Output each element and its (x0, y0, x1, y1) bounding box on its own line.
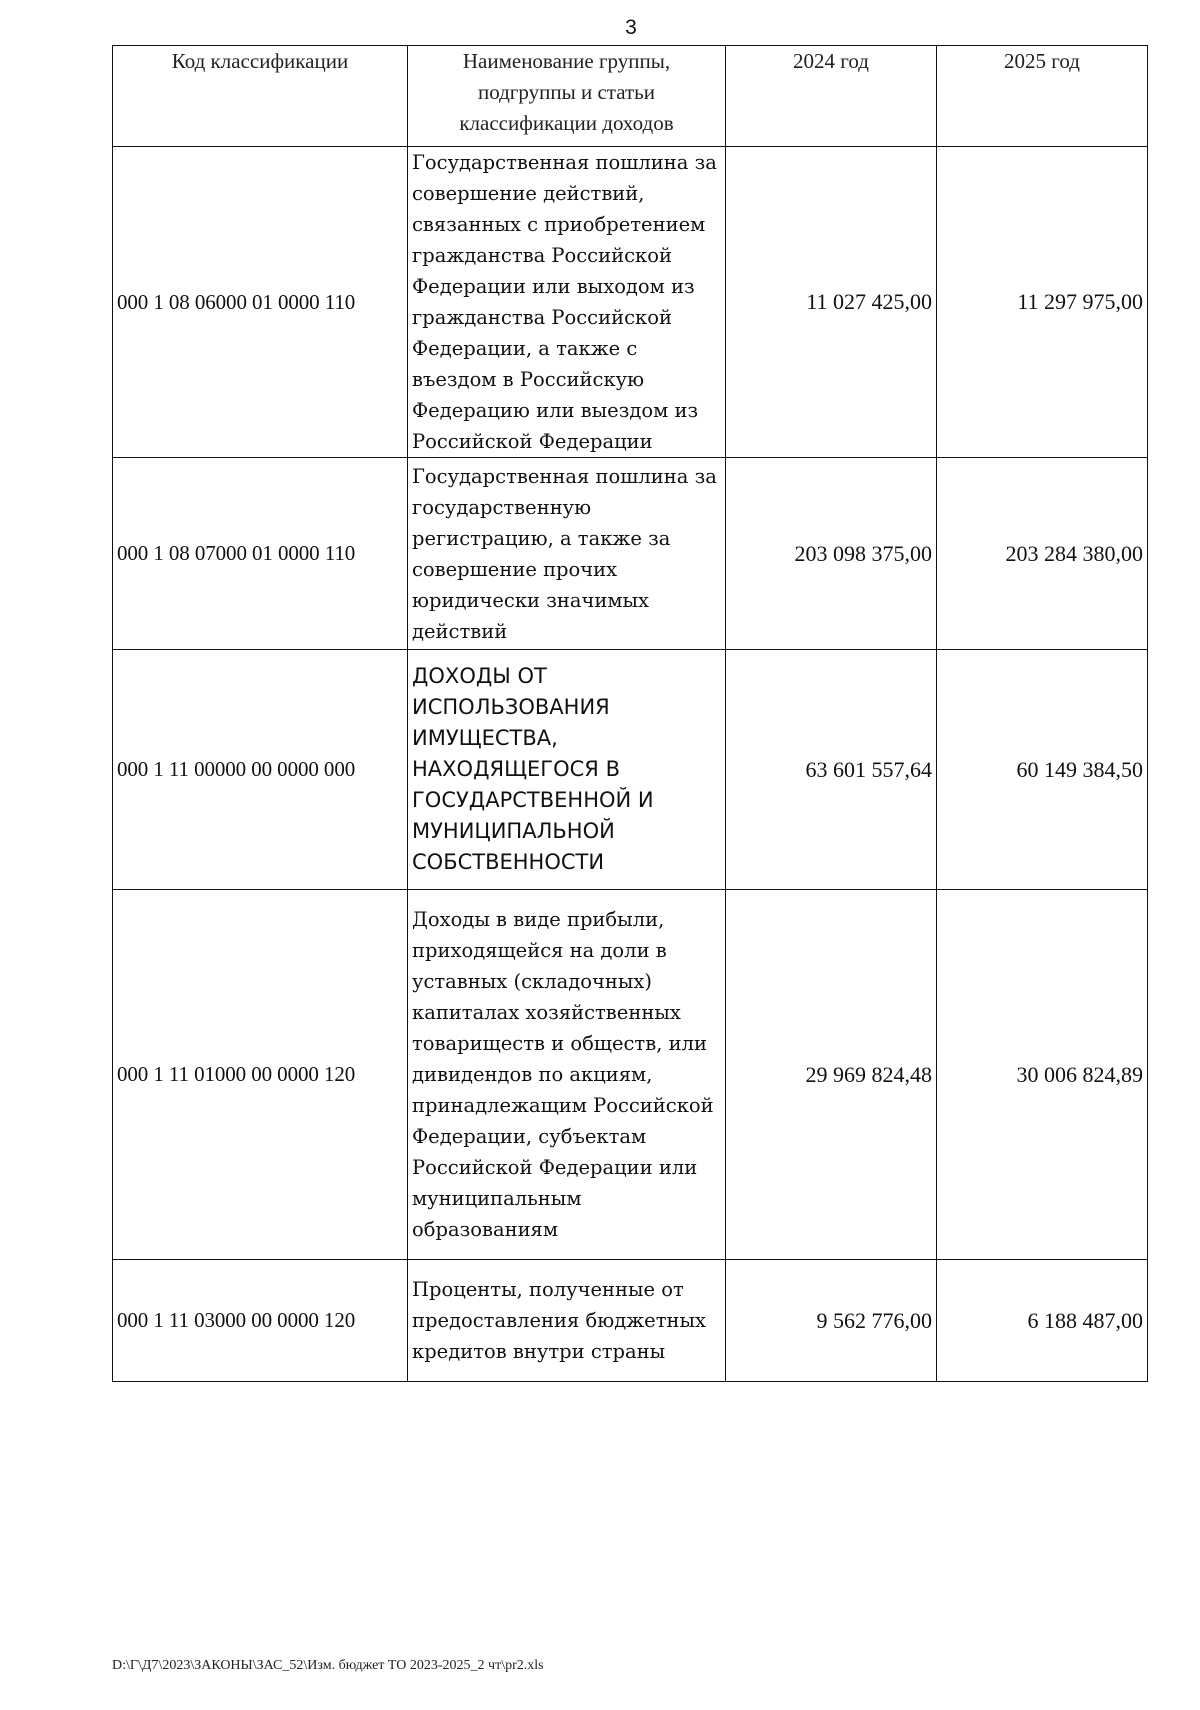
table-header-row (113, 46, 1148, 147)
row-code: 000 1 11 00000 00 0000 000 (113, 650, 408, 890)
row-name: Государственная пошлина за государственную регистрацию, а также за совершение прочих юридически значимых действий (408, 458, 726, 650)
row-code: 000 1 08 07000 01 0000 110 (113, 458, 408, 650)
revenue-classification-table (112, 45, 1148, 1382)
table-row (113, 650, 1148, 890)
row-value-2024: 29 969 824,48 (726, 890, 937, 1260)
table-row (113, 1260, 1148, 1382)
row-name: ДОХОДЫ ОТ ИСПОЛЬЗОВАНИЯ ИМУЩЕСТВА, НАХОДЯЩЕГОСЯ В ГОСУДАРСТВЕННОЙ И МУНИЦИПАЛЬНОЙ СОБСТВЕННОСТИ (408, 650, 726, 890)
row-name: Доходы в виде прибыли, приходящейся на доли в уставных (складочных) капиталах хозяйственных товариществ и обществ, или дивидендов по акциям, принадлежащим Российской Федерации, субъектам Российской Федерации или муниципальным образованиям (408, 890, 726, 1260)
row-code: 000 1 08 06000 01 0000 110 (113, 147, 408, 458)
footer-file-path: D:\Г\Д7\2023\ЗАКОНЫ\ЗАС_52\Изм. бюджет ТО 2023-2025_2 чт\pr2.xls (112, 1658, 544, 1673)
page-number: 3 (625, 16, 637, 39)
row-code: 000 1 11 01000 00 0000 120 (113, 890, 408, 1260)
table-row (113, 458, 1148, 650)
row-name: Проценты, полученные от предоставления бюджетных кредитов внутри страны (408, 1260, 726, 1382)
row-value-2025: 60 149 384,50 (937, 650, 1148, 890)
row-value-2024: 11 027 425,00 (726, 147, 937, 458)
row-value-2025: 203 284 380,00 (937, 458, 1148, 650)
row-value-2025: 30 006 824,89 (937, 890, 1148, 1260)
row-value-2025: 11 297 975,00 (937, 147, 1148, 458)
header-classification-code: Код классификации (113, 46, 408, 147)
header-year-2025: 2025 год (937, 46, 1148, 147)
row-value-2024: 203 098 375,00 (726, 458, 937, 650)
table-row (113, 890, 1148, 1260)
header-year-2024: 2024 год (726, 46, 937, 147)
table-row (113, 147, 1148, 458)
row-value-2025: 6 188 487,00 (937, 1260, 1148, 1382)
row-code: 000 1 11 03000 00 0000 120 (113, 1260, 408, 1382)
header-group-name: Наименование группы, подгруппы и статьи классификации доходов (408, 46, 726, 147)
row-value-2024: 63 601 557,64 (726, 650, 937, 890)
row-value-2024: 9 562 776,00 (726, 1260, 937, 1382)
row-name: Государственная пошлина за совершение действий, связанных с приобретением гражданства Российской Федерации или выходом из гражданства Российской Федерации, а также с въездом в Российскую Федерацию или выездом из Российской Федерации (408, 147, 726, 458)
